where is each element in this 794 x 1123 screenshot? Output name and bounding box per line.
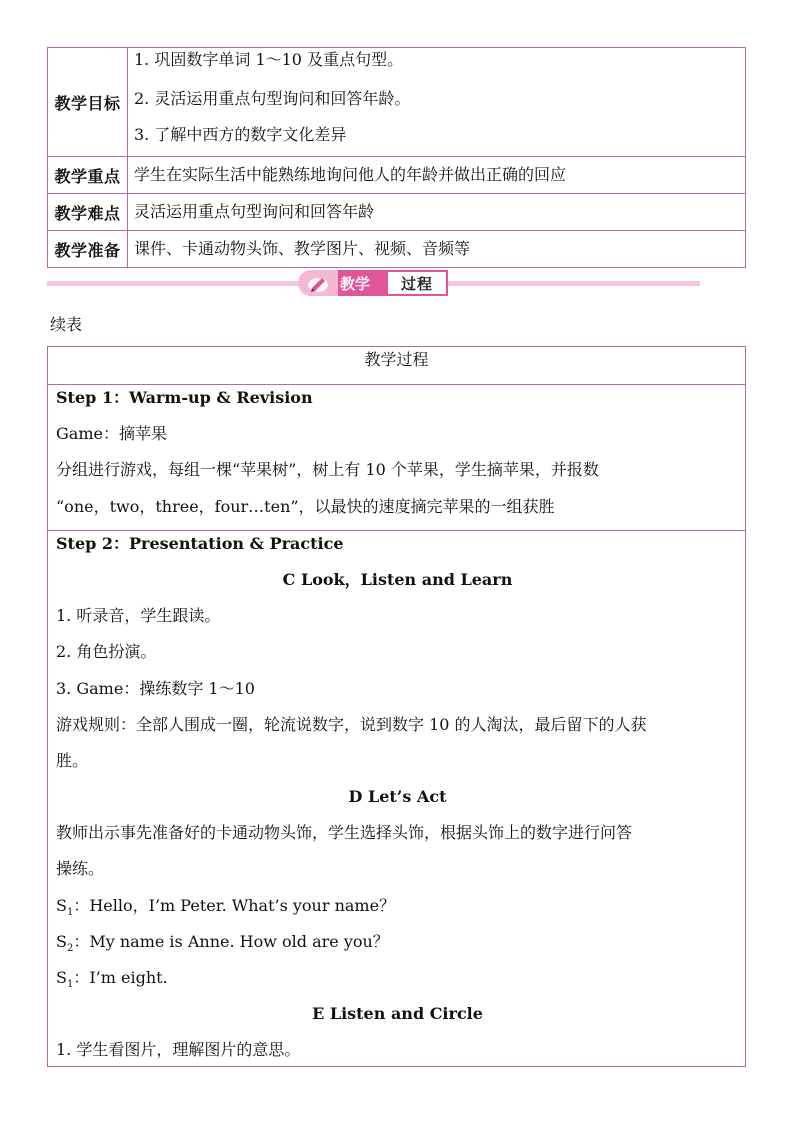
section-c-title: C Look，Listen and Learn <box>282 569 513 589</box>
speaker: S <box>56 895 67 915</box>
speaker-number: 1 <box>66 979 74 991</box>
dialogue-line <box>56 965 739 1001</box>
preparation-label: 教学准备 <box>48 231 128 267</box>
game-rules: 游戏规则：全部人围成一圈，轮流说数字，说到数字 10 的人淘汰，最后留下的人获 <box>56 714 647 734</box>
continued-label: 续表 <box>50 315 83 334</box>
goal-item: 3. 了解中西方的数字文化差异 <box>134 125 347 144</box>
goals-label: 教学目标 <box>48 48 128 156</box>
section-e-item: 1. 学生看图片，理解图片的意思。 <box>56 1040 301 1060</box>
key-points-label: 教学重点 <box>48 157 128 193</box>
step2-title: Step 2：Presentation & Practice <box>56 533 344 553</box>
section-header-highlight: 教学 <box>338 270 388 296</box>
preparation-row <box>47 230 746 268</box>
goal-item: 2. 灵活运用重点句型询问和回答年龄。 <box>134 89 411 108</box>
step1-description: 分组进行游戏，每组一棵“苹果树”，树上有 10 个苹果，学生摘苹果，并报数 <box>56 460 599 480</box>
key-points-row <box>47 156 746 193</box>
dialogue-text: ：Hello，I’m Peter. What’s your name？ <box>73 895 396 915</box>
speaker-number: 2 <box>66 943 74 954</box>
goals-content <box>128 48 745 156</box>
speaker: S <box>56 968 67 987</box>
section-e-title: E Listen and Circle <box>312 1004 483 1024</box>
dialogue-line <box>56 893 739 929</box>
section-header-badge <box>298 270 448 296</box>
step1-block <box>48 385 745 531</box>
teaching-process-table <box>47 346 746 1067</box>
section-c-item: 1. 听录音，学生跟读。 <box>56 606 221 626</box>
dialogue-line <box>56 929 739 965</box>
dialogue-text: ：My name is Anne. How old are you？ <box>73 931 389 951</box>
pencil-note-icon <box>298 270 338 296</box>
section-d-description: 教师出示事先准备好的卡通动物头饰，学生选择头饰，根据头饰上的数字进行问答 <box>56 823 633 843</box>
difficulty-text: 灵活运用重点句型询问和回答年龄 <box>134 202 375 221</box>
section-d-description-cont: 操练。 <box>56 859 105 879</box>
table-title: 教学过程 <box>48 347 745 385</box>
difficulty-label: 教学难点 <box>48 194 128 230</box>
key-points-text: 学生在实际生活中能熟练地询问他人的年龄并做出正确的回应 <box>134 165 567 184</box>
difficulty-row <box>47 193 746 230</box>
step1-game: Game：摘苹果 <box>56 424 167 444</box>
section-c-item: 3. Game：操练数字 1～10 <box>56 678 255 698</box>
speaker-number: 1 <box>66 906 74 918</box>
lesson-info-table <box>47 47 746 268</box>
section-d-title: D Let’s Act <box>348 787 447 807</box>
dialogue-text: ：I’m eight. <box>73 968 168 987</box>
preparation-text: 课件、卡通动物头饰、教学图片、视频、音频等 <box>134 239 471 258</box>
section-header-rest: 过程 <box>388 270 448 296</box>
section-c-item: 2. 角色扮演。 <box>56 642 157 662</box>
goal-item: 1. 巩固数字单词 1～10 及重点句型。 <box>134 50 404 69</box>
step2-block <box>48 531 745 1074</box>
game-rules-cont: 胜。 <box>56 750 89 770</box>
step1-title: Step 1：Warm-up & Revision <box>56 388 313 407</box>
speaker: S <box>56 931 67 951</box>
step1-description-cont: “one，two，three，four…ten”，以最快的速度摘完苹果的一组获胜 <box>56 496 555 516</box>
goals-row <box>47 47 746 156</box>
